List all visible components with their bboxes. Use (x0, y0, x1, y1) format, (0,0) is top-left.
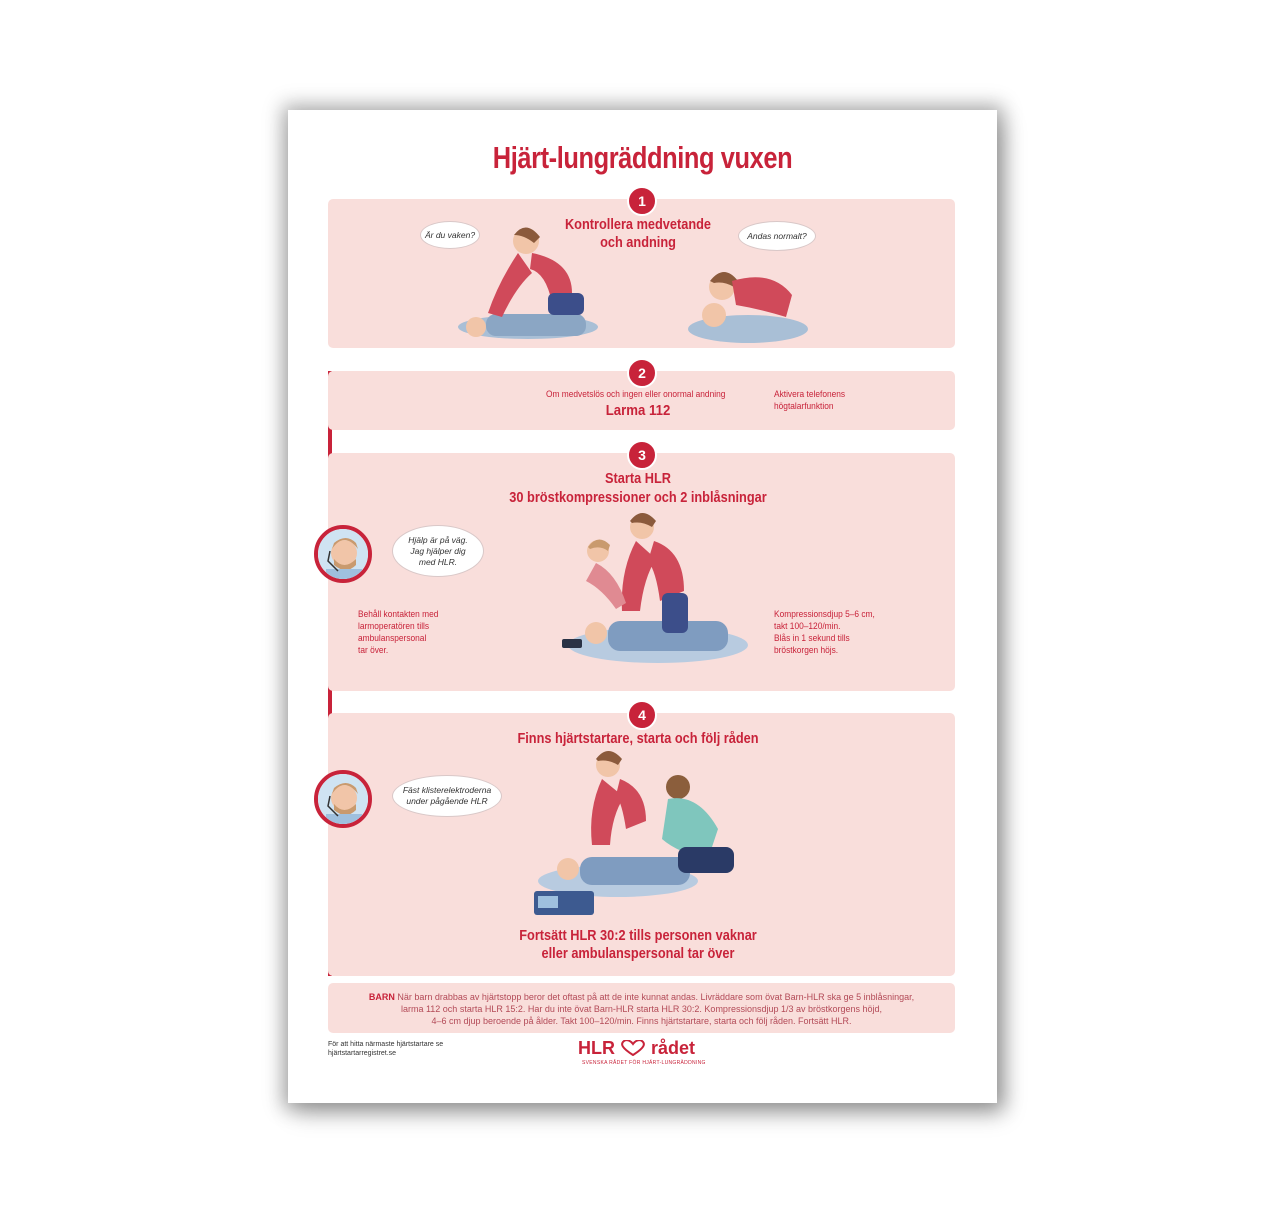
step-1-panel (328, 199, 955, 348)
step-3-right-line1: Kompressionsdjup 5–6 cm, (774, 609, 875, 620)
bubble-text: med HLR. (418, 556, 458, 567)
step-3-left-line4: tar över. (358, 645, 389, 656)
bubble-text: under pågående HLR (406, 796, 488, 806)
step-3-left-line2: larmoperatören tills (358, 621, 430, 632)
step-2-subtext: Om medvetslös och ingen eller onormal andning (546, 389, 726, 400)
speech-bubble-right (738, 221, 816, 251)
logo-text-right: rådet (651, 1038, 696, 1058)
dispatcher-avatar (314, 525, 372, 583)
illustration-check-breathing (688, 259, 808, 344)
step-3-right-line4: bröstkorgen höjs. (774, 645, 839, 656)
step-4-bottom-line1: Fortsätt HLR 30:2 tills personen vaknar (519, 928, 757, 944)
step-1-heading-line1: Kontrollera medvetande (564, 217, 712, 233)
barn-label: BARN (368, 992, 395, 1002)
barn-text (328, 991, 955, 1027)
step-2-side-line1: Aktivera telefonens (774, 389, 846, 400)
footer-left-line2: hjärtstartarregistret.se (328, 1050, 397, 1057)
step-1-badge: 1 (627, 186, 657, 216)
bubble-text: Fäst klisterelektroderna (402, 785, 492, 795)
barn-line1-row (328, 991, 955, 1003)
logo-subtitle: SVENSKA RÅDET FÖR HJÄRT-LUNGRÄDDNING (582, 1060, 706, 1066)
step-2-side-line2: högtalarfunktion (774, 401, 834, 412)
bubble-text: Hjälp är på väg. (408, 534, 468, 545)
bubble-text: Är du vaken? (424, 230, 476, 240)
dispatcher-avatar-2 (314, 770, 372, 828)
step-1-heading-line2: och andning (600, 235, 676, 251)
step-2-badge: 2 (627, 358, 657, 388)
bubble-text: Jag hjälper dig (410, 545, 466, 556)
dispatcher-speech-bubble-2 (392, 775, 502, 817)
step-3-heading-line2: 30 bröstkompressioner och 2 inblåsningar (509, 490, 767, 506)
step-3-panel (328, 453, 955, 691)
dispatcher-speech-bubble (392, 525, 484, 577)
barn-line2: larma 112 och starta HLR 15:2. Har du inte övat Barn-HLR starta HLR 30:2. Kompressionsdjup 1/3 av bröstkorgens höjd, (400, 1004, 883, 1014)
page-title: Hjärt-lungräddning vuxen (492, 140, 793, 175)
hlr-radet-logo (578, 1038, 708, 1074)
logo-wordmark (578, 1038, 695, 1059)
footer-left-line1: För att hitta närmaste hjärtstartare se (328, 1041, 444, 1048)
illustration-cpr (558, 513, 748, 683)
step-3-heading-line1: Starta HLR (605, 471, 671, 487)
poster (288, 110, 997, 1103)
step-4-bottom-line2: eller ambulanspersonal tar över (541, 946, 735, 962)
step-3-badge: 3 (627, 440, 657, 470)
step-3-right-line3: Blås in 1 sekund tills (774, 633, 850, 644)
step-2-heading: Larma 112 (605, 402, 671, 419)
bubble-text: Andas normalt? (747, 231, 807, 241)
step-3-left-line1: Behåll kontakten med (358, 609, 439, 620)
step-3-right-line2: takt 100–120/min. (774, 621, 841, 632)
step-4-heading: Finns hjärtstartare, starta och följ råden (517, 731, 759, 747)
footer-left (328, 1040, 443, 1058)
illustration-check-consciousness (448, 219, 608, 344)
step-4-panel (328, 713, 955, 976)
logo-text-left: HLR (578, 1038, 615, 1058)
heart-icon (620, 1040, 646, 1056)
step-3-left-line3: ambulanspersonal (358, 633, 427, 644)
barn-line3: 4–6 cm djup beroende på ålder. Takt 100–120/min. Finns hjärtstartare, starta och följ råden. Fortsätt HLR. (431, 1016, 852, 1026)
illustration-defibrillator (528, 751, 748, 921)
barn-line1: När barn drabbas av hjärtstopp beror det oftast på att de inte kunnat andas. Livräddare som övat Barn-HLR ska ge 5 inblåsningar, (397, 992, 915, 1002)
step-4-badge: 4 (627, 700, 657, 730)
